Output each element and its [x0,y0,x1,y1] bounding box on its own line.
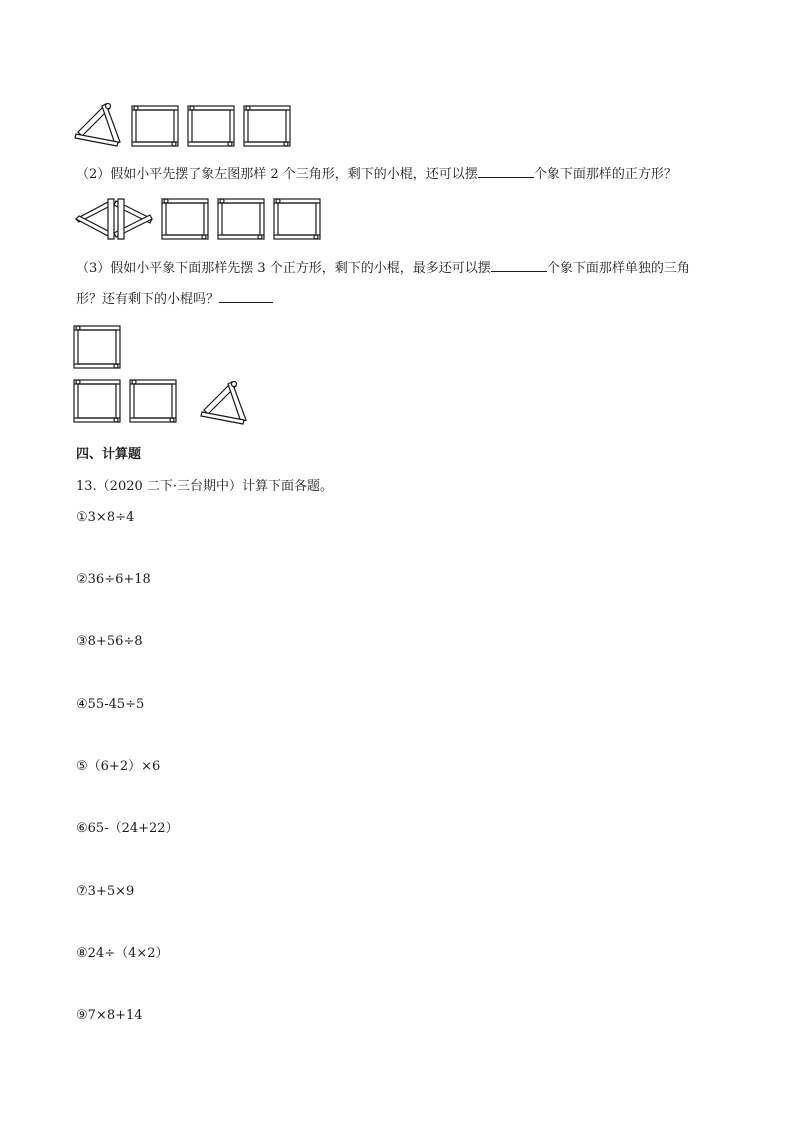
figure-triangle-three-squares [70,100,300,152]
question-13-stem: 13.（2020 二下·三台期中）计算下面各题。 [76,479,334,494]
stick-triangle-right [114,199,152,239]
problem-8 [76,945,169,963]
stick-square-3 [274,199,320,239]
problem-expression: 3+5×9 [87,884,135,899]
problem-number: ⑤ [76,759,88,774]
problem-number: ① [76,510,88,525]
part3-answer-blank-2[interactable] [219,290,273,303]
stick-square-bottom-2 [130,380,176,422]
part3-question-line1 [76,259,690,278]
part2-text-before: （2）假如小平先摆了象左图那样 2 个三角形，剩下的小棍，还可以摆 [76,167,478,182]
stick-triangle [75,104,120,147]
problem-expression: 24÷（4×2） [87,946,169,961]
section-title-calculation: 四、计算题 [76,447,142,462]
problem-number: ② [76,572,88,587]
problem-expression: 36÷6+18 [87,572,151,587]
stick-square-1 [162,199,208,239]
problem-expression: 8+56÷8 [87,634,143,649]
problem-7 [76,883,134,901]
stick-triangle [201,382,246,425]
problem-4 [76,696,144,714]
problem-number: ⑥ [76,821,88,836]
part3-question-line2 [76,290,273,309]
problem-number: ③ [76,634,88,649]
problem-expression: （6+2）×6 [87,759,161,774]
stick-square-bottom-1 [74,380,120,422]
problem-9 [76,1007,143,1025]
problem-expression: 55-45÷5 [87,697,145,712]
stick-square-3 [244,106,290,146]
problem-2 [76,571,151,589]
figure-two-triangles-three-squares [70,193,330,245]
stick-triangle-left [76,199,114,239]
problem-number: ⑨ [76,1008,88,1023]
problem-expression: 3×8÷4 [87,510,135,525]
part3-line2: 形？还有剩下的小棍吗？ [76,292,220,307]
stick-square-1 [132,106,178,146]
stick-square-2 [218,199,264,239]
problem-1 [76,509,134,527]
problem-number: ④ [76,697,88,712]
part2-answer-blank[interactable] [478,165,534,178]
problem-number: ⑧ [76,946,88,961]
part2-question [76,165,677,184]
problem-expression: 65-（24+22） [87,821,179,836]
figure-three-squares-triangle [70,322,280,432]
part3-text-before: （3）假如小平象下面那样先摆 3 个正方形，剩下的小棍，最多还可以摆 [76,261,491,276]
stick-square-top [74,326,120,368]
problem-expression: 7×8+14 [87,1008,143,1023]
part3-answer-blank-1[interactable] [491,259,547,272]
problem-number: ⑦ [76,884,88,899]
problem-3 [76,633,143,651]
problem-6 [76,820,179,838]
problem-5 [76,758,160,776]
stick-square-2 [188,106,234,146]
part3-text-after: 个象下面那样单独的三角 [546,261,690,276]
part2-text-after: 个象下面那样的正方形？ [533,167,677,182]
